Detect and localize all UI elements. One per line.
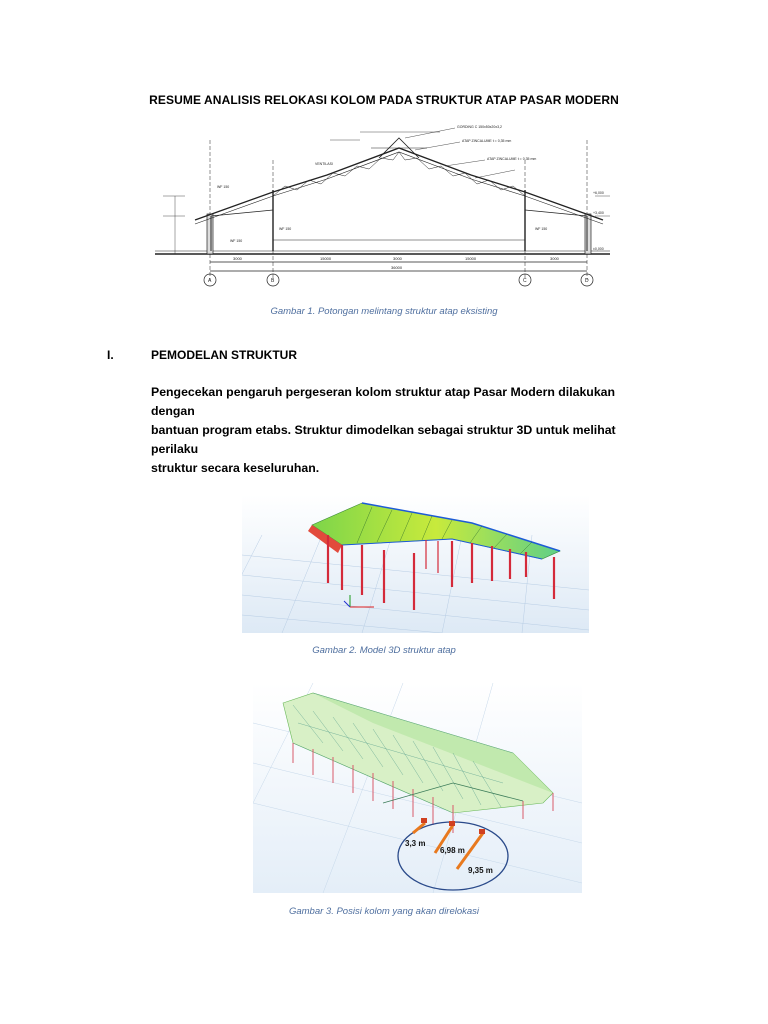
document-title: RESUME ANALISIS RELOKASI KOLOM PADA STRUKTUR ATAP PASAR MODERN [149, 93, 619, 107]
grid-label-c: C [523, 278, 527, 284]
section-title: PEMODELAN STRUKTUR [151, 348, 297, 362]
paragraph-line-3: struktur secara keseluruhan. [151, 461, 320, 475]
figure-2-caption: Gambar 2. Model 3D struktur atap [312, 645, 456, 656]
dim-4: 15000 [465, 256, 477, 261]
grid-label-b: B [271, 278, 275, 284]
dim-3: 3000 [393, 256, 402, 261]
annotation-8: WF 150 [230, 239, 243, 243]
paragraph-line-2: bantuan program etabs. Struktur dimodelkan sebagai struktur 3D untuk melihat perilaku [151, 423, 616, 456]
annotation-1: GORDING C 150x50x20x3,2 [457, 125, 502, 129]
section-paragraph [151, 383, 651, 478]
level-1: +6,000 [593, 191, 604, 195]
grid-label-a: A [208, 278, 212, 284]
model-3d-image [242, 495, 589, 633]
dim-2: 15000 [320, 256, 332, 261]
annotation-7: WF 150 [535, 227, 548, 231]
column-position-image [253, 683, 582, 893]
dim-5: 3000 [550, 256, 559, 261]
grid-label-d: D [585, 278, 589, 284]
figure-1-caption: Gambar 1. Potongan melintang struktur atap eksisting [270, 306, 498, 317]
cross-section-drawing [155, 120, 613, 298]
section-number: I. [107, 348, 114, 362]
annotation-2: ATAP ZINCALUME t = 0,35 mm [462, 139, 512, 143]
annotation-3: ATAP ZINCALUME t = 0,35 mm [487, 157, 537, 161]
annotation-4: VENTILASI [315, 162, 333, 166]
annotation-5: WF 150 [217, 185, 230, 189]
level-2: +3,400 [593, 211, 604, 215]
distance-label-2: 6,98 m [440, 846, 465, 855]
distance-label-1: 3,3 m [405, 839, 426, 848]
level-3: ±0,000 [593, 247, 604, 251]
paragraph-line-1: Pengecekan pengaruh pergeseran kolom struktur atap Pasar Modern dilakukan dengan [151, 385, 616, 418]
figure-3-caption: Gambar 3. Posisi kolom yang akan direlokasi [288, 906, 480, 917]
distance-label-3: 9,35 m [468, 866, 493, 875]
annotation-6: WF 150 [279, 227, 292, 231]
dim-1: 3000 [233, 256, 242, 261]
total-dim: 36000 [391, 265, 403, 270]
